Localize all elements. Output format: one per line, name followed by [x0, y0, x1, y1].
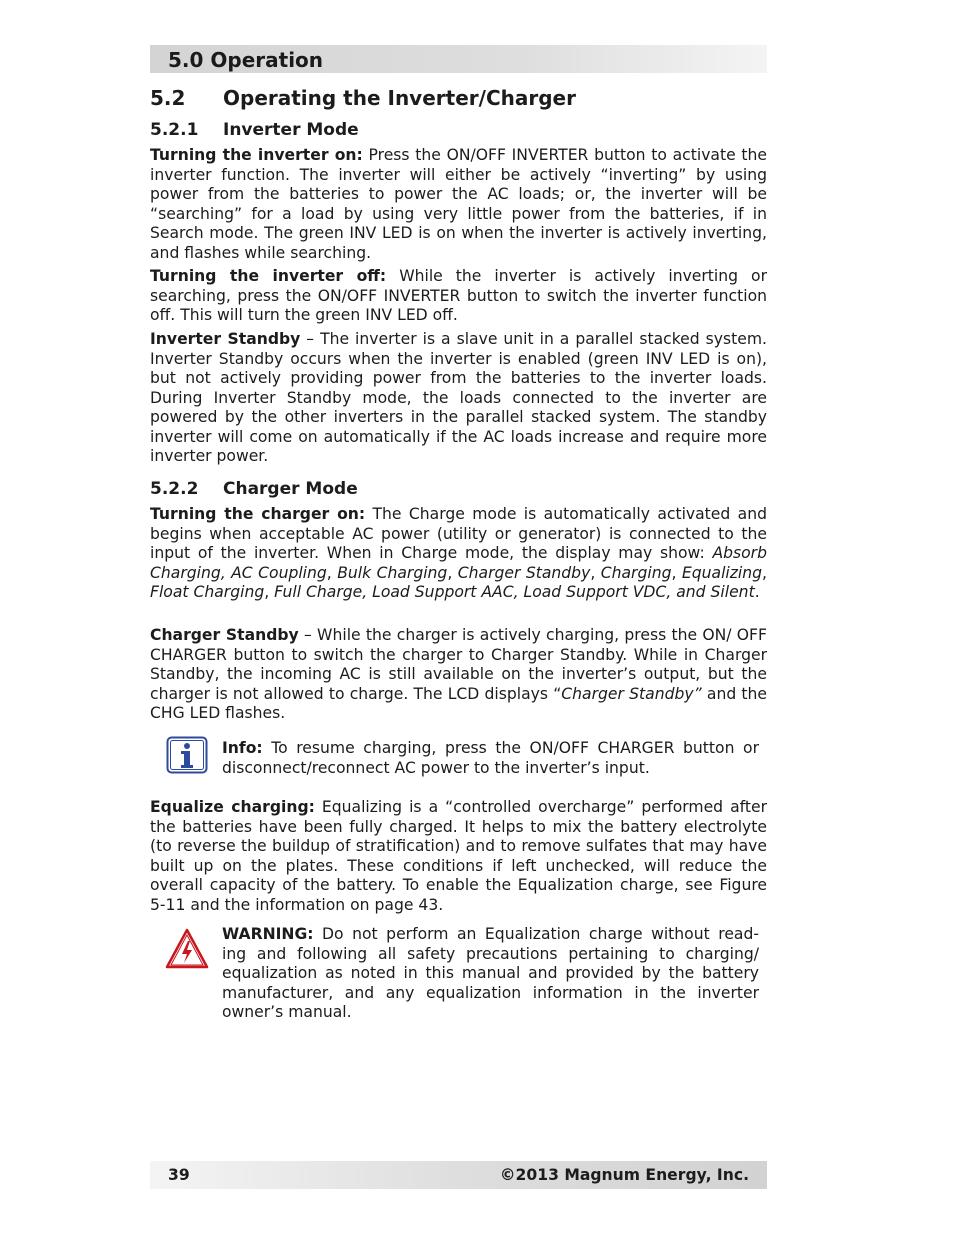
run-in-heading: Equalize charging:	[150, 798, 315, 816]
subsection-number: 5.2.1	[150, 120, 199, 140]
paragraph-charger-standby	[150, 626, 767, 724]
section-header-bar	[150, 45, 767, 73]
page-footer	[150, 1161, 767, 1189]
run-in-heading: Turning the charger on:	[150, 505, 366, 523]
subsection-title: Inverter Mode	[223, 120, 359, 140]
mode-name: Charging	[600, 563, 672, 582]
info-note	[222, 739, 759, 778]
paragraph-inverter-standby	[150, 330, 767, 467]
paragraph-equalize	[150, 798, 767, 915]
paragraph-inverter-off	[150, 267, 767, 326]
mode-name: Charger Standby	[457, 563, 591, 582]
section-title: Operating the Inverter/Charger	[223, 86, 576, 110]
section-number: 5.2	[150, 86, 186, 110]
run-in-heading: Charger Standby	[150, 626, 299, 644]
warning-note	[222, 925, 759, 1023]
run-in-heading: Inverter Standby	[150, 330, 301, 348]
note-text: To resume charging, press the ON/OFF CHARGER button or disconnect/reconnect AC power to the inverter’s input.	[222, 739, 759, 777]
subsection-heading-inverter	[150, 120, 359, 140]
mode-name: Bulk Charging	[337, 563, 448, 582]
electrical-hazard-icon	[165, 928, 209, 974]
section-heading	[150, 86, 576, 110]
mode-name: Float Charging	[150, 583, 265, 601]
paragraph-charger-on: Turning the charger on: The Charge mode is automatically activated and begins when acceptable AC power (utility or generator) is connected to the input of the inverter. When in Charge mode, the display may show: Absorb Charging, AC Coupling, Bulk Charging, Charger Standby, Charging, Equalizing, Float Charging, Full Charge, Load Support AAC, Load Support VDC, and Silent.	[150, 505, 768, 601]
paragraph-text: Press the ON/OFF INVERTER button to activate the inverter function. The inverter will either be actively “inverting” by using power from the batteries to power the AC loads; or, the inverter will be “searching” for a load by using very little power from the batteries, if in Search mode. The green INV LED is on when the inverter is actively inverting, and flashes while searching.	[150, 146, 767, 262]
mode-name: Absorb Charging, AC Coupling	[150, 544, 767, 582]
section-header-title: 5.0 Operation	[168, 48, 324, 72]
page-number: 39	[168, 1166, 190, 1184]
mode-name: Full Charge, Load Support AAC, Load Support VDC, and Silent	[274, 583, 755, 601]
copyright: ©2013 Magnum Energy, Inc.	[499, 1166, 749, 1184]
note-label: WARNING:	[222, 925, 314, 943]
subsection-number: 5.2.2	[150, 479, 199, 499]
paragraph-text: The Charge mode is automatically activated and begins when acceptable AC power (utility or generator) is connected to the input of the inverter. When in Charge mode, the display may show:	[150, 505, 767, 562]
mode-name: Equalizing	[681, 563, 763, 582]
run-in-heading: Turning the inverter on:	[150, 146, 363, 164]
note-label: Info:	[222, 739, 263, 757]
paragraph-text: and the CHG LED flashes.	[150, 684, 768, 722]
paragraph-text: While the inverter is actively inverting or searching, press the ON/OFF INVERTER button to switch the inverter function off. This will turn the green INV LED off.	[150, 267, 767, 324]
paragraph-text: – The inverter is a slave unit in a parallel stacked system. Inverter Standby occurs when the inverter is enabled (green INV LED is on), but not actively providing power from the batteries to the inverter loads. During Inverter Standby mode, the loads connected to the inverter are powered by the other inverters in the parallel stacked system. The standby inverter will come on automatically if the AC loads increase and require more inverter power.	[150, 330, 767, 465]
run-in-heading: Turning the inverter off:	[150, 267, 387, 285]
info-icon	[166, 736, 208, 778]
note-text: Do not perform an Equalization charge without read- ing and following all safety precautions pertaining to charging/ equalization as noted in this manual and provided by the battery manufacturer, and any equalization information in the inverter owner’s manual.	[222, 925, 759, 1021]
paragraph-text: Equalizing is a “controlled overcharge” performed after the batteries have been fully charged. It helps to mix the battery electrolyte (to reverse the buildup of stratification) and to remove sulfates that may have built up on the plates. These conditions if left unchecked, will reduce the overall capacity of the battery. To enable the Equalization charge, see Figure 5-11 and the information on page 43.	[150, 798, 767, 914]
subsection-title: Charger Mode	[223, 479, 358, 499]
paragraph-text: – While the charger is actively charging, press the ON/ OFF CHARGER button to switch the charger to Charger Standby. While in Charger Standby, the incoming AC is still available on the inverter’s output, but the charger is not allowed to charge. The LCD displays “	[150, 626, 767, 703]
subsection-heading-charger	[150, 479, 358, 499]
paragraph-inverter-on	[150, 146, 767, 263]
lcd-message: Charger Standby”	[561, 684, 702, 703]
